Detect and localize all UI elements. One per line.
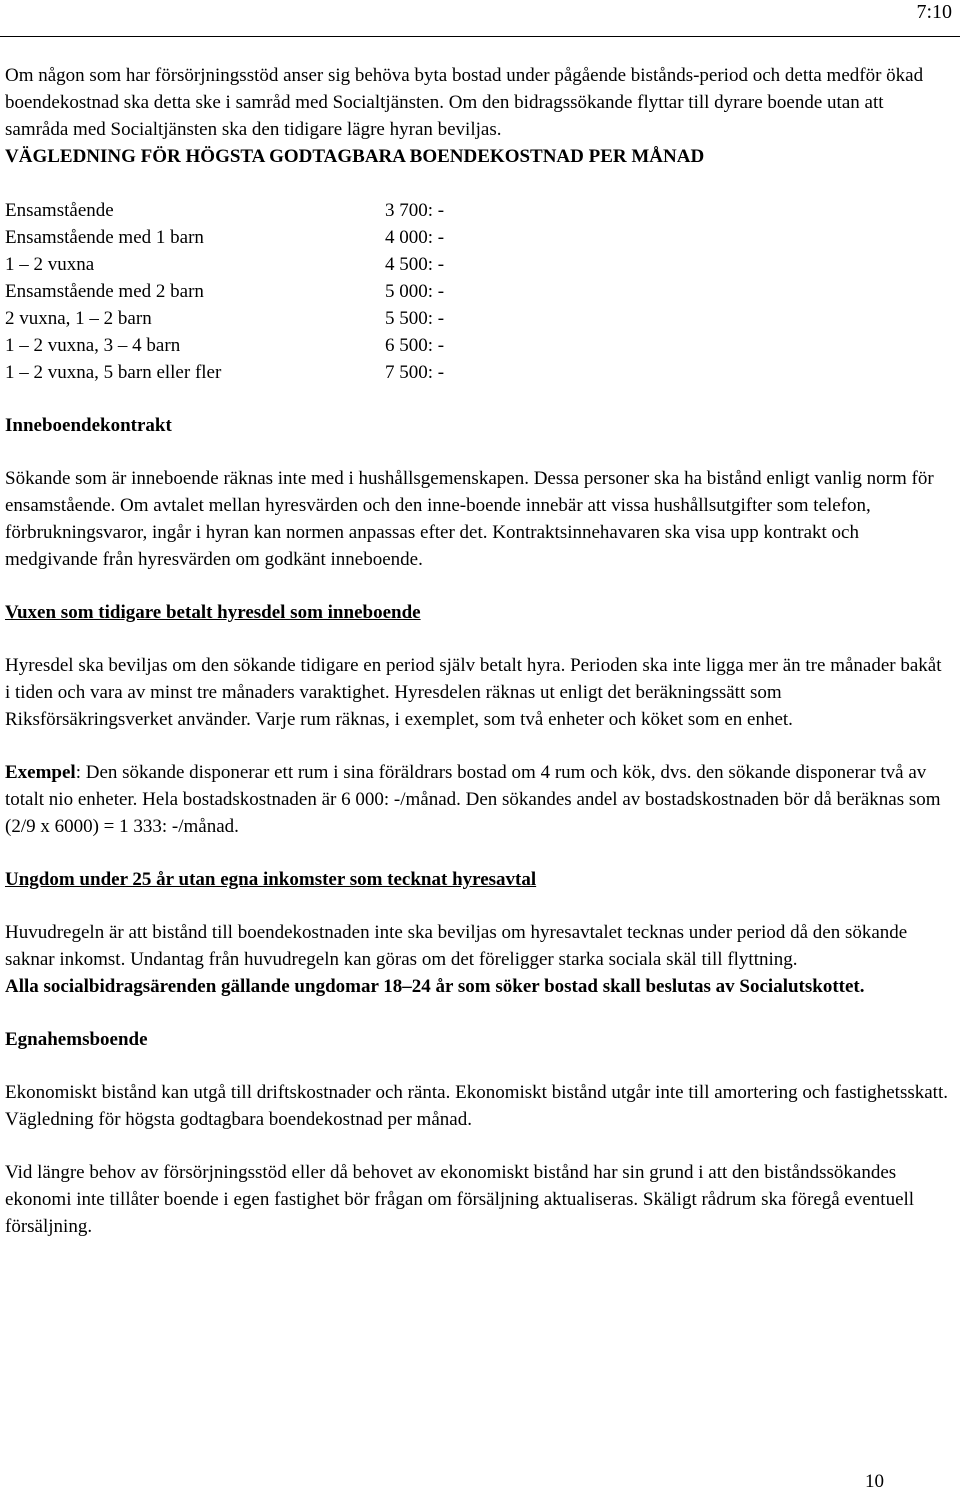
header-label: 7:10 [916,1,952,23]
inneboende-paragraph: Sökande som är inneboende räknas inte med i hushållsgemenskapen. Dessa personer ska ha bistånd enligt vanlig norm för ensamstående. Om avtalet mellan hyresvärden och den inne-boende innebär att vissa hushållsutgifter som telefon, förbrukningsvaror, ingår i hyran kan normen anpassas efter det. Kontraktsinnehavaren ska visa upp kontrakt och medgivande från hyresvärden om godkänt inneboende. [5,468,934,570]
cost-row [5,332,444,359]
inneboende-heading: Inneboendekontrakt [5,415,172,436]
guidance-heading: VÄGLEDNING FÖR HÖGSTA GODTAGBARA BOENDEKOSTNAD PER MÅNAD [5,146,705,167]
cost-row [5,359,444,386]
cost-row-amount: 5 500: - [385,308,445,329]
cost-row-amount: 7 500: - [385,362,445,383]
cost-table [5,197,444,386]
cost-row-label: 1 – 2 vuxna [5,254,95,275]
egnahem-paragraph-1: Ekonomiskt bistånd kan utgå till driftskostnader och ränta. Ekonomiskt bistånd utgår inte till amortering och fastighetsskatt. Vägledning för högsta godtagbara boendekostnad per månad. [5,1082,948,1130]
cost-row-label: 1 – 2 vuxna, 3 – 4 barn [5,335,181,356]
cost-row [5,251,444,278]
vuxen-paragraph: Hyresdel ska beviljas om den sökande tidigare en period själv betalt hyra. Perioden ska inte ligga mer än tre månader bakåt i tiden och vara av minst tre månaders varaktighet. Hyresdelen räknas ut enligt det beräkningssätt som Riksförsäkringsverket använder. Varje rum räknas, i exemplet, som två enheter och köket som en enhet. [5,655,942,730]
cost-row [5,278,444,305]
example-text: : Den sökande disponerar ett rum i sina föräldrars bostad om 4 rum och kök, dvs. den sökande disponerar två av totalt nio enheter. Hela bostadskostnaden är 6 000: -/månad. Den sökandes andel av bostadskostnaden bör då beräknas som (2/9 x 6000) = 1 333: -/månad. [5,762,941,837]
cost-row-amount: 3 700: - [385,200,445,221]
cost-row-amount: 6 500: - [385,335,445,356]
page-number: 10 [865,1471,884,1492]
example-paragraph [5,759,950,840]
intro-paragraph: Om någon som har försörjningsstöd anser sig behöva byta bostad under pågående bistånds-period och detta medför ökad boendekostnad ska detta ske i samråd med Socialtjänsten. Om den bidragssökande flyttar till dyrare boende utan att samråda med Socialtjänsten ska den tidigare lägre hyran beviljas. [5,65,924,140]
cost-row [5,305,444,332]
ungdom-bold-paragraph: Alla socialbidragsärenden gällande ungdomar 18–24 år som söker bostad skall beslutas av Socialutskottet. [5,976,865,997]
ungdom-paragraph: Huvudregeln är att bistånd till boendekostnaden inte ska beviljas om hyresavtalet tecknas under period då den sökande saknar inkomst. Undantag från huvudregeln kan göras om det föreligger starka sociala skäl till flyttning. [5,922,908,970]
cost-row-amount: 4 500: - [385,254,445,275]
page-header [0,0,960,37]
example-label: Exempel [5,762,76,783]
ungdom-heading: Ungdom under 25 år utan egna inkomster som tecknat hyresavtal [5,869,537,890]
cost-row-amount: 5 000: - [385,281,445,302]
cost-row [5,224,444,251]
cost-row [5,197,444,224]
cost-row-amount: 4 000: - [385,227,445,248]
cost-row-label: Ensamstående med 2 barn [5,281,204,302]
cost-row-label: 2 vuxna, 1 – 2 barn [5,308,152,329]
cost-row-label: Ensamstående [5,200,114,221]
egnahem-heading: Egnahemsboende [5,1029,148,1050]
egnahem-paragraph-2: Vid längre behov av försörjningsstöd eller då behovet av ekonomiskt bistånd har sin grund i att den biståndssökandes ekonomi inte tillåter boende i egen fastighet bör frågan om försäljning aktualiseras. Skäligt rådrum ska föregå eventuell försäljning. [5,1162,915,1237]
cost-row-label: 1 – 2 vuxna, 5 barn eller fler [5,362,222,383]
vuxen-heading: Vuxen som tidigare betalt hyresdel som inneboende [5,602,421,623]
cost-row-label: Ensamstående med 1 barn [5,227,204,248]
document-body [5,62,950,1240]
